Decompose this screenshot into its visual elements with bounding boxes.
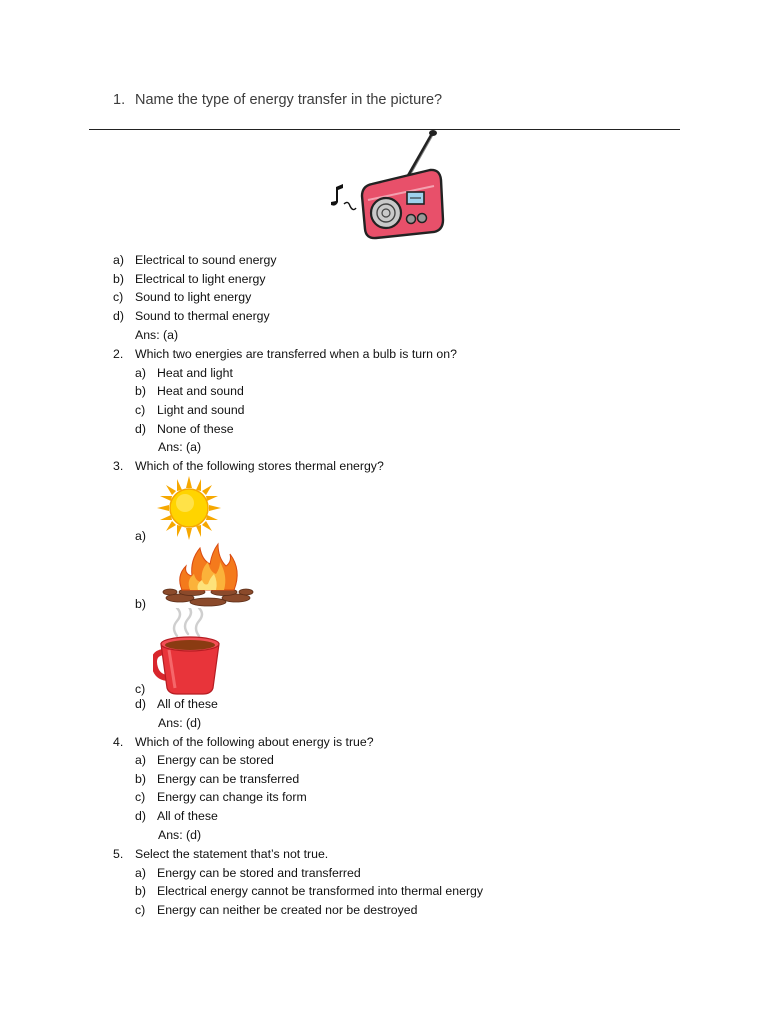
question-4: 4. Which of the following about energy is true? — [113, 735, 374, 749]
question-1-answer: Ans: (a) — [135, 328, 179, 342]
question-1-option-d: d) Sound to thermal energy — [113, 309, 270, 323]
question-3: 3. Which of the following stores thermal energy? — [113, 459, 384, 473]
question-4-option-c: c) Energy can change its form — [135, 790, 307, 804]
question-3-option-a: a) — [135, 529, 146, 543]
question-3-option-b: b) — [135, 597, 146, 611]
question-1-option-b: b) Electrical to light energy — [113, 272, 266, 286]
question-3-option-d: d) All of these — [135, 697, 218, 711]
music-note-icon — [331, 184, 356, 210]
question-3-answer: Ans: (d) — [158, 716, 202, 730]
question-1-number: 1. — [113, 92, 126, 108]
radio-icon — [322, 128, 446, 242]
question-2: 2. Which two energies are transferred when a bulb is turn on? — [113, 347, 457, 361]
question-1-option-c: c) Sound to light energy — [113, 290, 252, 304]
question-5-option-c: c) Energy can neither be created nor be destroyed — [135, 903, 418, 917]
question-2-option-b: b) Heat and sound — [135, 384, 244, 398]
question-1-option-a: a) Electrical to sound energy — [113, 253, 277, 267]
hot-cup-icon — [153, 608, 225, 696]
question-2-answer: Ans: (a) — [158, 440, 202, 454]
question-4-answer: Ans: (d) — [158, 828, 202, 842]
question-5-option-a: a) Energy can be stored and transferred — [135, 866, 361, 880]
question-1-text: Name the type of energy transfer in the picture? — [135, 92, 443, 108]
question-1 — [113, 92, 442, 108]
question-5: 5. Select the statement that’s not true. — [113, 847, 329, 861]
question-2-option-a: a) Heat and light — [135, 366, 233, 380]
question-2-option-d: d) None of these — [135, 422, 234, 436]
question-3-option-c: c) — [135, 682, 146, 696]
question-4-option-b: b) Energy can be transferred — [135, 772, 300, 786]
question-2-option-c: c) Light and sound — [135, 403, 245, 417]
sun-icon — [157, 476, 221, 540]
question-4-option-a: a) Energy can be stored — [135, 753, 274, 767]
question-4-option-d: d) All of these — [135, 809, 218, 823]
question-5-option-b: b) Electrical energy cannot be transformed into thermal energy — [135, 884, 484, 898]
campfire-icon — [158, 540, 258, 608]
